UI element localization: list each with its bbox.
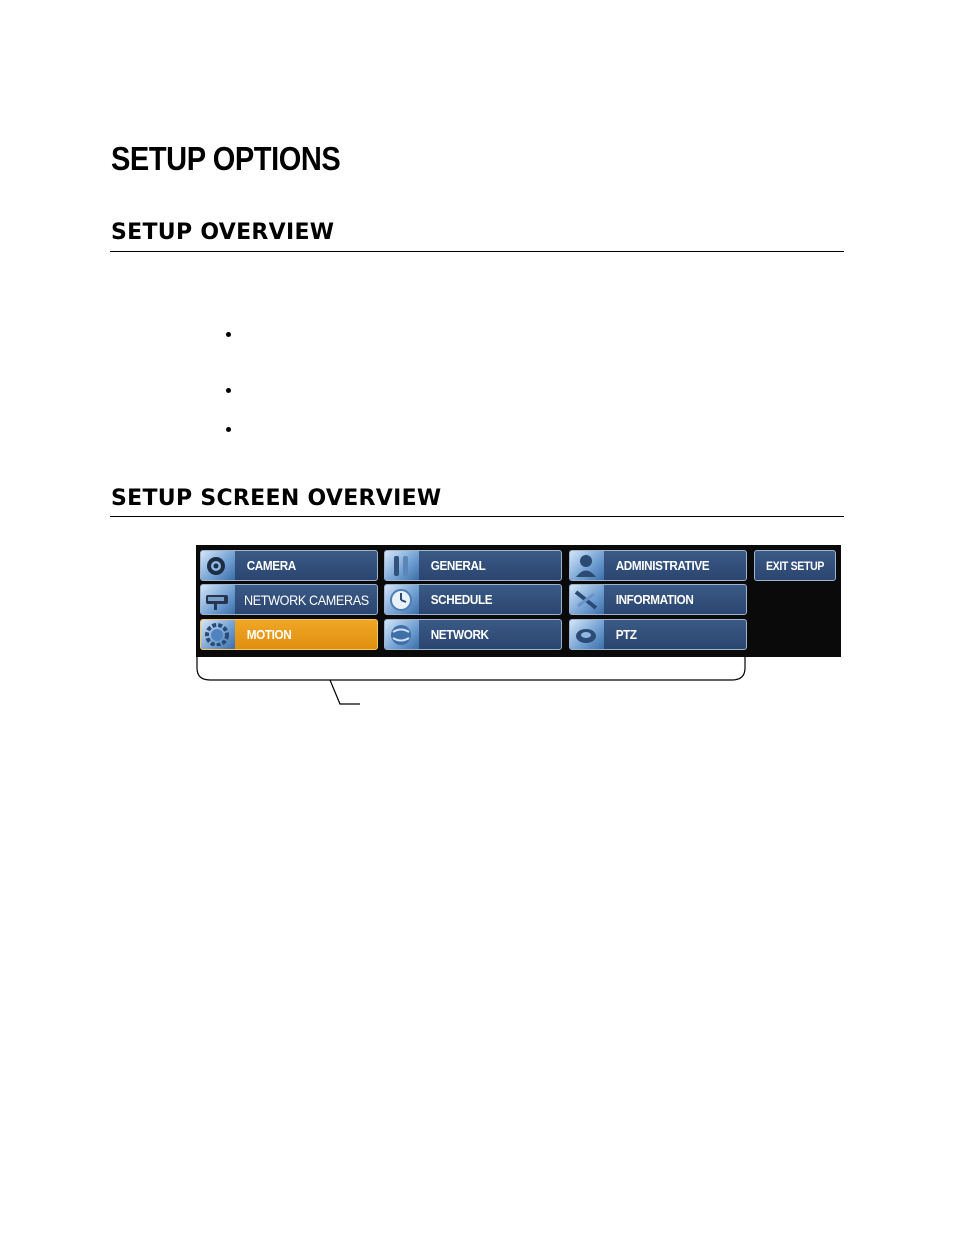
ptz-camera-icon xyxy=(570,620,604,649)
menu-button-label: ADMINISTRATIVE xyxy=(615,558,710,573)
network-camera-icon xyxy=(201,585,235,614)
menu-button-camera[interactable] xyxy=(200,550,378,581)
camera-icon xyxy=(201,551,235,580)
menu-button-administrative[interactable] xyxy=(569,550,747,581)
info-tools-icon xyxy=(570,585,604,614)
menu-button-schedule[interactable] xyxy=(384,584,562,615)
menu-button-label: MOTION xyxy=(246,627,292,642)
menu-button-label: NETWORK xyxy=(430,627,489,642)
menu-button-label: CAMERA xyxy=(246,558,296,573)
exit-setup-label: EXIT SETUP xyxy=(765,558,825,573)
menu-button-label: NETWORK CAMERAS xyxy=(244,591,369,608)
menu-button-general[interactable] xyxy=(384,550,562,581)
bullet-point xyxy=(226,332,231,337)
gear-icon xyxy=(201,620,235,649)
bullet-point xyxy=(226,388,231,393)
clock-icon xyxy=(385,585,419,614)
exit-setup-button[interactable] xyxy=(754,550,836,581)
heading-rule xyxy=(110,251,844,252)
menu-button-network[interactable] xyxy=(384,619,562,650)
menu-button-label: PTZ xyxy=(615,627,637,642)
menu-button-information[interactable] xyxy=(569,584,747,615)
section-heading-setup-overview: SETUP OVERVIEW xyxy=(111,220,335,245)
bullet-point xyxy=(226,427,231,432)
menu-button-network-cameras[interactable] xyxy=(200,584,378,615)
menu-button-label: GENERAL xyxy=(430,558,486,573)
page-title: SETUP OPTIONS xyxy=(111,140,341,177)
wrench-icon xyxy=(385,551,419,580)
user-icon xyxy=(570,551,604,580)
menu-button-motion[interactable] xyxy=(200,619,378,650)
heading-rule xyxy=(110,516,844,517)
setup-menu-panel xyxy=(196,545,841,657)
globe-icon xyxy=(385,620,419,649)
section-heading-setup-screen-overview: SETUP SCREEN OVERVIEW xyxy=(111,486,442,511)
callout-bracket xyxy=(196,656,756,710)
menu-button-label: SCHEDULE xyxy=(430,592,493,607)
menu-button-label: INFORMATION xyxy=(615,592,694,607)
menu-button-ptz[interactable] xyxy=(569,619,747,650)
